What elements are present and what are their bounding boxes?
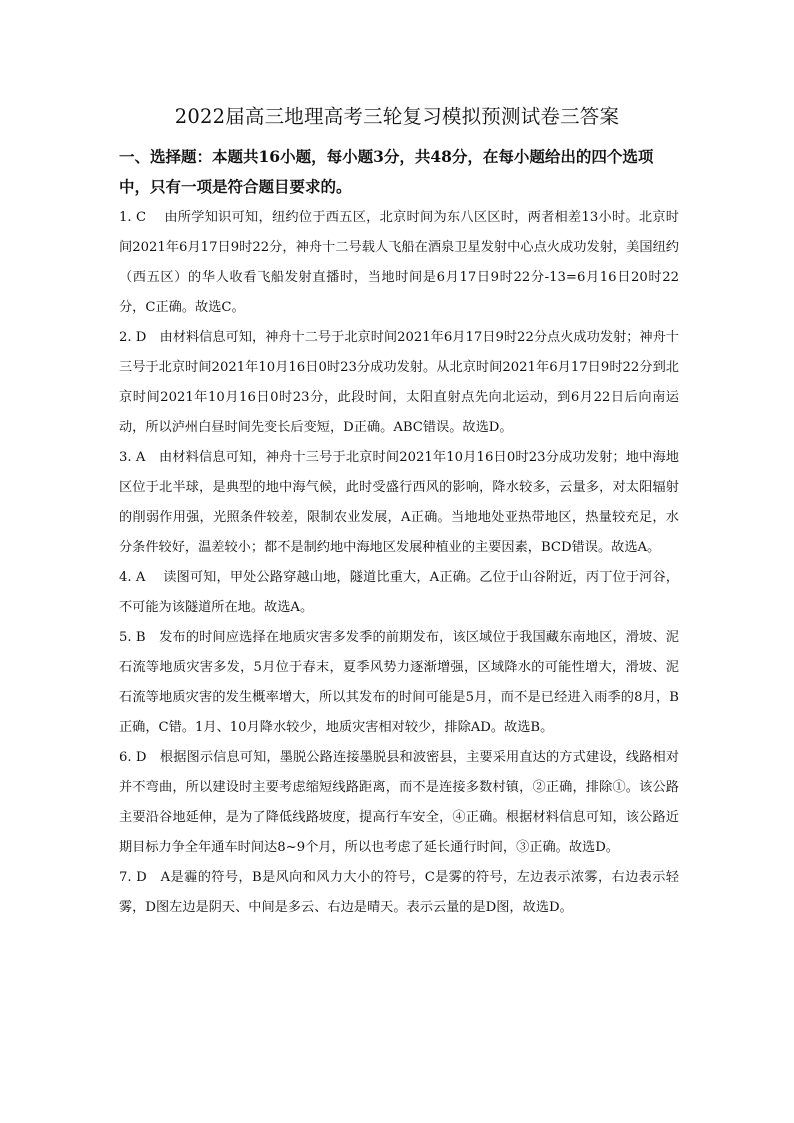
- answer-item-5: 5. B 发布的时间应选择在地质灾害多发季的前期发布，该区域位于我国藏东南地区，滑坡、泥石流等地质灾害多发，5月位于春末，夏季风势力逐渐增强，区域降水的可能性增大，滑坡、泥石流等地质灾害的发生概率增大，所以其发布的时间可能是5月，而不是已经进入雨季的8月，B正确，C错。1月、10月降水较少，地质灾害相对较少，排除AD。故选B。: [119, 630, 679, 735]
- answer-item-6: 6. D 根据图示信息可知，墨脱公路连接墨脱县和波密县，主要采用直达的方式建设，线路相对并不弯曲，所以建设时主要考虑缩短线路距离，而不是连接多数村镇，②正确，排除①。该公路主要沿谷地延伸，是为了降低线路坡度，提高行车安全，④正确。根据材料信息可知，该公路近期目标力争全年通车时间达8~9个月，所以也考虑了延长通行时间，③正确。故选D。: [119, 750, 679, 855]
- answer-item-3: 3. A 由材料信息可知，神舟十三号于北京时间2021年10月16日0时23分成功发射；地中海地区位于北半球，是典型的地中海气候，此时受盛行西风的影响，降水较多，云量多，对太阳辐射的削弱作用强，光照条件较差，限制农业发展，A正确。当地地处亚热带地区，热量较充足，水分条件较好，温差较小；都不是制约地中海地区发展种植业的主要因素，BCD错误。故选A。: [119, 450, 679, 555]
- answer-item-4: 4. A 读图可知，甲处公路穿越山地，隧道比重大，A正确。乙位于山谷附近，丙丁位于河谷，不可能为该隧道所在地。故选A。: [119, 570, 679, 615]
- answer-item-1: 1. C 由所学知识可知，纽约位于西五区，北京时间为东八区区时，两者相差13小时。北京时间2021年6月17日9时22分，神舟十二号载人飞船在酒泉卫星发射中心点火成功发射，美国纽约（西五区）的华人收看飞船发射直播时，当地时间是6月17日9时22分-13=6月16日20时22分，C正确。故选C。: [119, 210, 679, 315]
- answer-list: [119, 203, 679, 923]
- section-heading: 一、选择题：本题共16小题，每小题3分，共48分，在每小题给出的四个选项中，只有一项是符合题目要求的。: [119, 147, 654, 196]
- answer-item-2: 2. D 由材料信息可知，神舟十二号于北京时间2021年6月17日9时22分点火成功发射；神舟十三号于北京时间2021年10月16日0时23分成功发射。从北京时间2021年6月17日9时22分到北京时间2021年10月16日0时23分，此段时间，太阳直射点先向北运动，到6月22日后向南运动，所以泸州白昼时间先变长后变短，D正确。ABC错误。故选D。: [119, 330, 679, 435]
- answer-item-7: 7. D A是霾的符号，B是风向和风力大小的符号，C是雾的符号，左边表示浓雾，右边表示轻雾，D图左边是阴天、中间是多云、右边是晴天。表示云量的是D图，故选D。: [119, 870, 679, 915]
- document-title: 2022届高三地理高考三轮复习模拟预测试卷三答案: [174, 105, 620, 128]
